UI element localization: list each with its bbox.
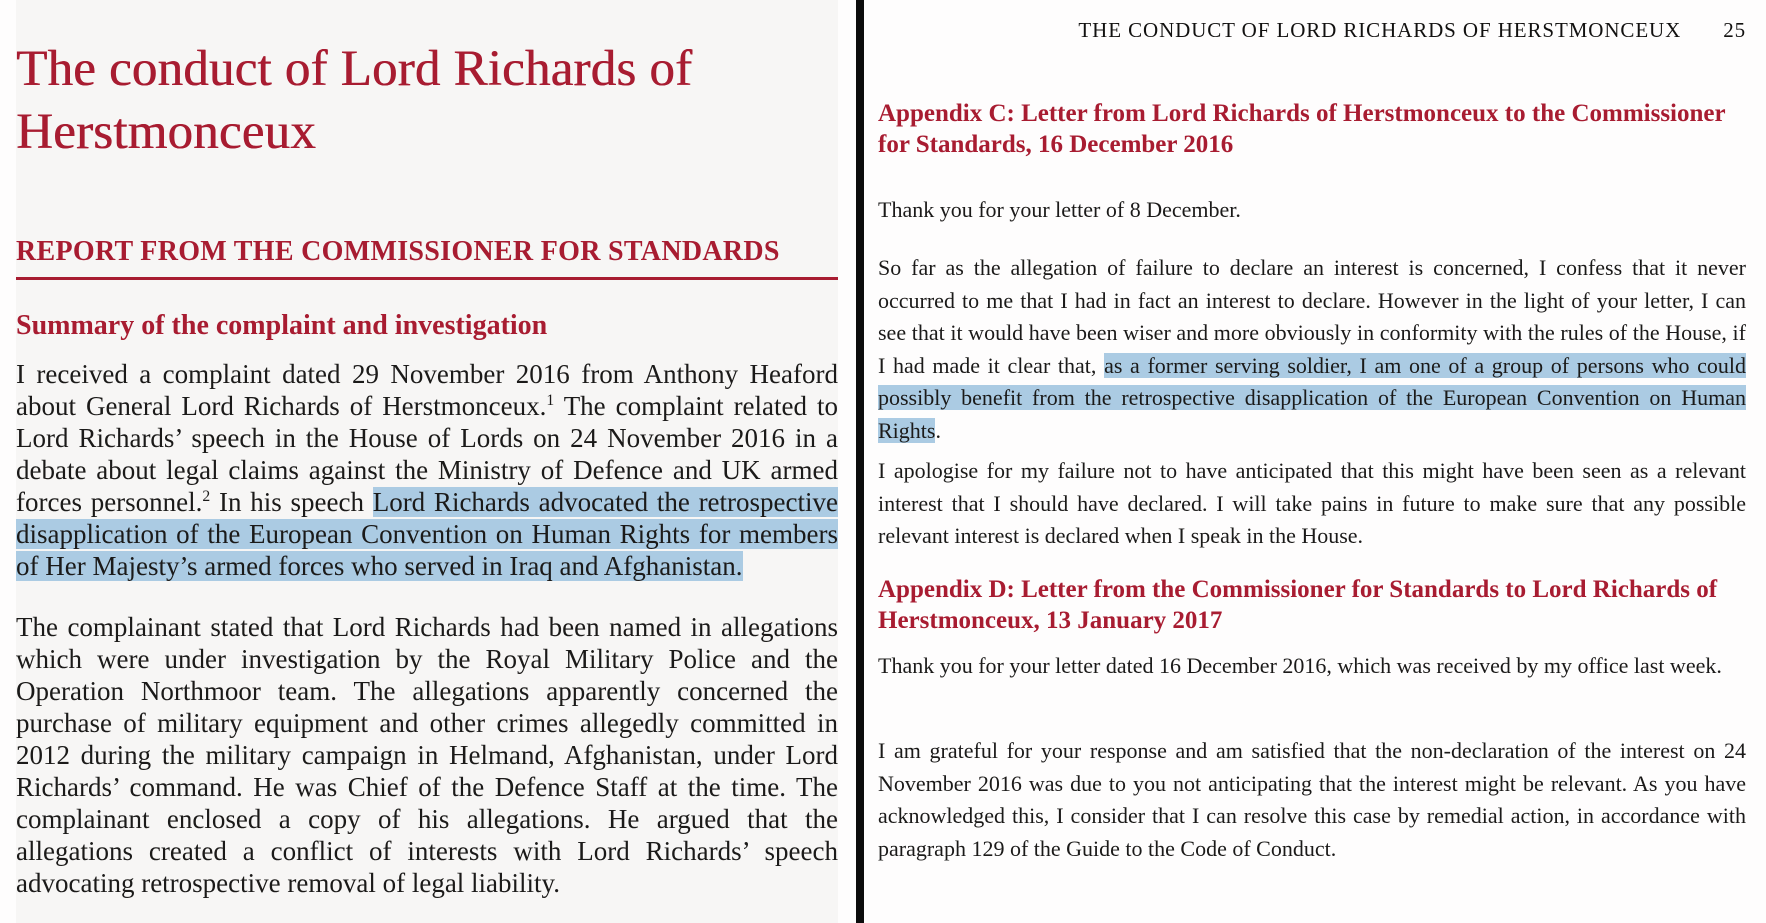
appendix-d-heading: Appendix D: Letter from the Commissioner for Standards to Lord Richards of Herstmonceux, 13 January 2017 <box>878 576 1718 634</box>
complainant-statement-paragraph: The complainant stated that Lord Richards had been named in allegations which were under investigation by the Royal Military Police and the Operation Northmoor team. The allegations apparently concerned the purchase of military equipment and other crimes allegedly committed in 2012 during the military campaign in Helmand, Afghanistan, under Lord Richards’ command. He was Chief of the Defence Staff at the time. The complainant enclosed a copy of his allegations. He argued that the allegations created a conflict of interests with Lord Richards’ speech advocating retrospective removal of legal liability. <box>16 612 838 898</box>
right-page <box>864 0 1766 923</box>
highlighted-text: as a former serving soldier, I am one of a group of persons who could possibly benefit from the retrospective disapplication of the European Convention on Human Rights <box>878 352 1746 443</box>
paragraph-text: The complaint related to Lord Richards’ speech in the House of Lords on 24 November 2016 in a debate about legal claims against the Ministry of Defence and UK armed forces personnel. <box>16 391 838 517</box>
highlighted-text: Lord Richards advocated the retrospective disapplication of the European Convention on Human Rights for members of Her Majesty’s armed forces who served in Iraq and Afghanistan. <box>16 487 838 581</box>
page-divider <box>856 0 864 923</box>
left-page <box>0 0 856 923</box>
running-header <box>878 18 1746 43</box>
running-header-text: THE CONDUCT OF LORD RICHARDS OF HERSTMONCEUX <box>1078 18 1682 42</box>
complaint-paragraph <box>16 358 838 582</box>
paragraph-text: . <box>935 417 941 443</box>
appendix-c-paragraph-1: Thank you for your letter of 8 December. <box>878 197 1241 222</box>
paragraph-text: So far as the allegation of failure to declare an interest is concerned, I confess that it never occurred to me that I had in fact an interest to declare. However in the light of your letter, I can see that it would have been wiser and more obviously in conformity with the rules of the House, if I had made it clear that, <box>878 255 1746 378</box>
appendix-c-paragraph-2 <box>878 252 1746 447</box>
summary-heading: Summary of the complaint and investigation <box>16 310 548 341</box>
heading-rule <box>16 277 838 280</box>
footnote-ref-1: 1 <box>546 392 555 409</box>
appendix-c-heading: Appendix C: Letter from Lord Richards of Herstmonceux to the Commissioner for Standards, 16 December 2016 <box>878 100 1726 158</box>
page-number: 25 <box>1723 18 1746 42</box>
paragraph-text: In his speech <box>210 487 373 517</box>
report-heading: REPORT FROM THE COMMISSIONER FOR STANDARDS <box>16 236 780 267</box>
document-title: The conduct of Lord Richards of Herstmonceux <box>16 41 693 160</box>
footnote-ref-2: 2 <box>202 488 211 505</box>
paragraph-text: I received a complaint dated 29 November 2016 from Anthony Heaford about General Lord Richards of Herstmonceux. <box>16 359 838 421</box>
appendix-d-paragraph-1: Thank you for your letter dated 16 December 2016, which was received by my office last week. <box>878 653 1722 678</box>
appendix-c-paragraph-3: I apologise for my failure not to have anticipated that this might have been seen as a relevant interest that I should have declared. I will take pains in future to make sure that any possible relevant interest is declared when I speak in the House. <box>878 458 1746 548</box>
appendix-d-paragraph-2: I am grateful for your response and am satisfied that the non-declaration of the interest on 24 November 2016 was due to you not anticipating that the interest might be relevant. As you have acknowledged this, I consider that I can resolve this case by remedial action, in accordance with paragraph 129 of the Guide to the Code of Conduct. <box>878 738 1746 861</box>
